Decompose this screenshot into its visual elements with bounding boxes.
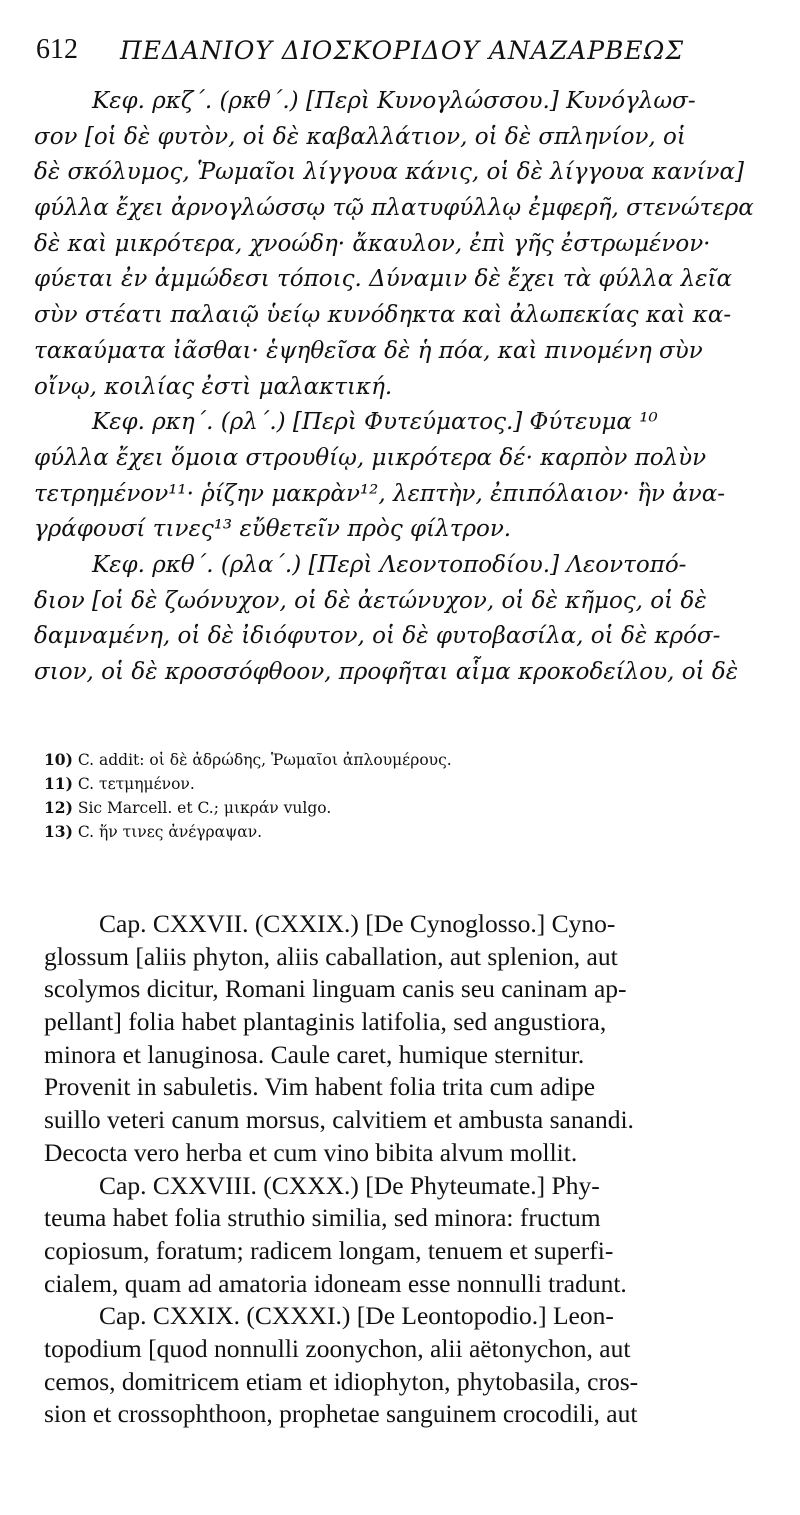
- latin-line: copiosum, foratum; radicem longam, tenuem et superfi-: [44, 1235, 614, 1265]
- greek-line: σὺν στέατι παλαιῷ ὑείῳ κυνόδηκτα καὶ ἀλωπεκίας καὶ κα-: [34, 302, 732, 329]
- footnotes: [44, 748, 764, 844]
- running-title: ΠΕΔΑΝΙΟΥ ΔΙΟΣΚΟΡΙΔΟΥ ΑΝΑΖΑΡΒΕΩΣ: [120, 36, 685, 65]
- footnote-text: C. τετμημένον.: [77, 775, 195, 793]
- footnote-text: Sic Marcell. et C.; μικράν vulgo.: [77, 799, 332, 817]
- latin-line: minora et lanuginosa. Caule caret, humique sternitur.: [44, 1039, 585, 1069]
- footnote-text: C. ἥν τινες ἀνέγραψαν.: [77, 823, 263, 841]
- footnote-text: C. addit: οἱ δὲ ἀδρώδης, Ῥωμαῖοι ἀπλουμέρους.: [77, 751, 452, 769]
- latin-line: cemos, domitricem etiam et idiophyton, phytobasila, cros-: [44, 1366, 639, 1396]
- latin-line: suillo veteri canum morsus, calvitiem et ambusta sanandi.: [44, 1105, 634, 1135]
- greek-line: γράφουσί τινες¹³ εὔθετεῖν πρὸς φίλτρον.: [34, 516, 512, 543]
- greek-line: σον [οἱ δὲ φυτὸν, οἱ δὲ καβαλλάτιον, οἱ δὲ σπληνίον, οἱ: [34, 123, 686, 150]
- greek-line: τακαύματα ἰᾶσθαι· ἑψηθεῖσα δὲ ἡ πόα, καὶ πινομένη σὺν: [34, 337, 703, 364]
- latin-line: glossum [aliis phyton, aliis caballation, aut splenion, aut: [44, 941, 618, 971]
- greek-line: δὲ σκόλυμος, Ῥωμαῖοι λίγγουα κάνις, οἱ δὲ λίγγουα κανίνα]: [34, 159, 745, 186]
- page-header: [30, 34, 770, 74]
- latin-text: [44, 908, 764, 1431]
- page-number: 612: [36, 34, 78, 65]
- footnote-number: 13): [44, 822, 73, 841]
- greek-line: τετρημένον¹¹· ῥίζην μακρὰν¹², λεπτὴν, ἐπιπόλαιον· ἣν ἀνα-: [34, 480, 726, 507]
- greek-text: [34, 84, 766, 691]
- greek-line: δαμναμένη, οἱ δὲ ἰδιόφυτον, οἱ δὲ φυτοβασίλα, οἱ δὲ κρόσ-: [34, 623, 721, 650]
- latin-line: teuma habet folia struthio similia, sed minora: fructum: [44, 1203, 601, 1233]
- latin-line: Decocta vero herba et cum vino bibita alvum mollit.: [44, 1137, 578, 1167]
- greek-line: Κεφ. ρκη΄. (ρλ΄.) [Περὶ Φυτεύματος.] Φύτευμα ¹⁰: [92, 409, 658, 436]
- greek-line: δὲ καὶ μικρότερα, χνοώδη· ἄκαυλον, ἐπὶ γῆς ἐστρωμένον·: [34, 230, 711, 257]
- greek-line: φύλλα ἔχει ἀρνογλώσσῳ τῷ πλατυφύλλῳ ἐμφερῆ, στενώτερα: [34, 195, 754, 222]
- latin-line: sion et crossophthoon, prophetae sanguinem crocodili, aut: [44, 1399, 638, 1429]
- footnote-number: 12): [44, 798, 73, 817]
- footnote: [44, 772, 764, 796]
- footnote: [44, 820, 764, 844]
- greek-line: φύεται ἐν ἀμμώδεσι τόποις. Δύναμιν δὲ ἔχει τὰ φύλλα λεῖα: [34, 266, 733, 293]
- latin-line: Cap. CXXIX. (CXXXI.) [De Leontopodio.] Leon-: [99, 1301, 614, 1331]
- greek-line: Κεφ. ρκθ΄. (ρλα΄.) [Περὶ Λεοντοποδίου.] Λεοντοπό-: [92, 551, 687, 578]
- footnote-number: 11): [44, 774, 73, 793]
- greek-line: σιον, οἱ δὲ κροσσόφθοον, προφῆται αἷμα κροκοδείλου, οἱ δὲ: [34, 659, 739, 685]
- latin-line: cialem, quam ad amatoria idoneam esse nonnulli tradunt.: [44, 1268, 627, 1298]
- latin-line: Provenit in sabuletis. Vim habent folia trita cum adipe: [44, 1072, 596, 1102]
- latin-line: pellant] folia habet plantaginis latifolia, sed angustiora,: [44, 1007, 607, 1037]
- footnote-number: 10): [44, 750, 73, 769]
- footnote: [44, 796, 764, 820]
- footnote: [44, 748, 764, 772]
- latin-line: topodium [quod nonnulli zoonychon, alii aëtonychon, aut: [44, 1333, 631, 1363]
- greek-line: διον [οἱ δὲ ζωόνυχον, οἱ δὲ ἀετώνυχον, οἱ δὲ κῆμος, οἱ δὲ: [34, 587, 707, 614]
- latin-line: scolymos dicitur, Romani linguam canis seu caninam ap-: [44, 974, 627, 1004]
- greek-line: Κεφ. ρκζ΄. (ρκθ΄.) [Περὶ Κυνογλώσσου.] Κυνόγλωσ-: [92, 88, 696, 114]
- latin-line: Cap. CXXVII. (CXXIX.) [De Cynoglosso.] Cyno-: [99, 909, 616, 938]
- greek-line: οἴνῳ, κοιλίας ἐστὶ μαλακτική.: [34, 373, 393, 400]
- greek-line: φύλλα ἔχει ὅμοια στρουθίῳ, μικρότερα δέ· καρπὸν πολὺν: [34, 444, 707, 471]
- latin-line: Cap. CXXVIII. (CXXX.) [De Phyteumate.] Phy-: [99, 1170, 600, 1200]
